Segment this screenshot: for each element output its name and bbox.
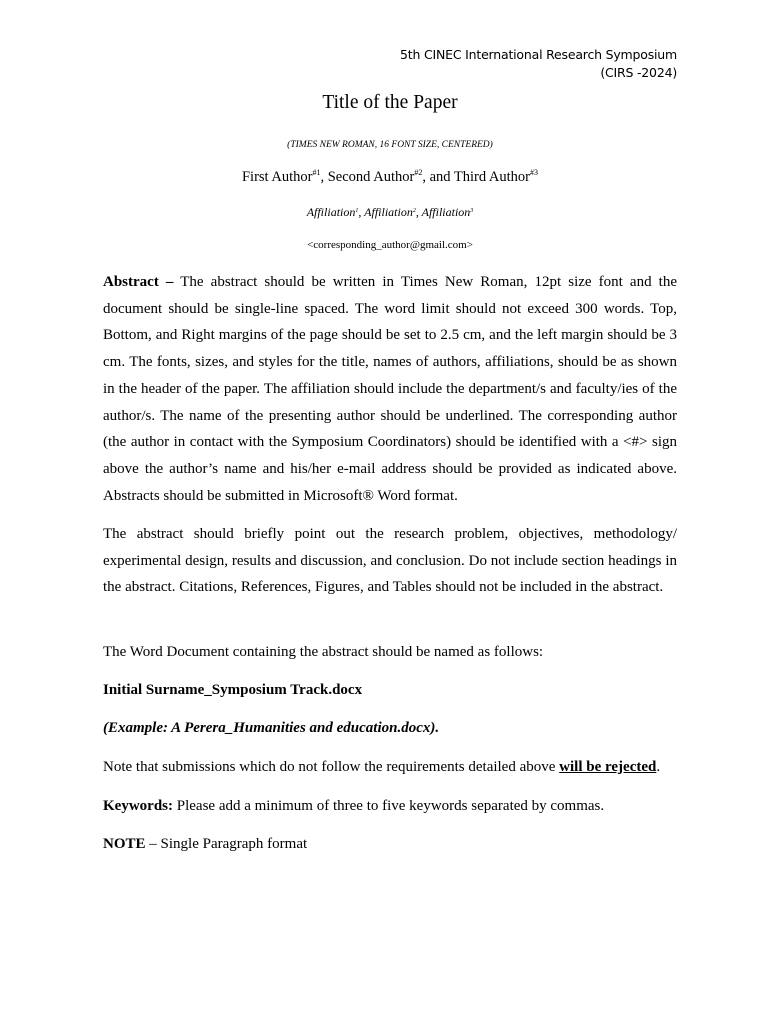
title-format-hint: (TIMES NEW ROMAN, 16 FONT SIZE, CENTERED) — [287, 140, 493, 150]
first-author-mark: #1 — [312, 168, 321, 177]
abstract-content-paragraph: The abstract should briefly point out the research problem, objectives, methodology/ experimental design, results and discussion, and conclusion. Do not include section headings in the abstract. Citations, References, Figures, and Tables should not be included in the abstract. — [103, 526, 677, 596]
third-author: Third Author — [453, 169, 531, 185]
symposium-name: 5th CINEC International Research Symposium — [400, 47, 677, 62]
author-list — [0, 169, 768, 186]
affiliation-list — [0, 205, 768, 220]
affiliation-2-mark: 2 — [412, 208, 416, 214]
author-separator: , — [320, 169, 328, 185]
corresponding-email: <corresponding_author@gmail.com> — [307, 239, 473, 251]
affiliation-separator: , — [415, 205, 422, 219]
format-note-label: NOTE — [103, 836, 146, 852]
second-author-mark: #2 — [414, 168, 423, 177]
author-separator: , and — [422, 169, 454, 185]
abstract-paragraph — [103, 269, 677, 509]
keywords-label: Keywords: — [103, 798, 173, 814]
format-note-text: – Single Paragraph format — [145, 836, 308, 852]
paper-title: Title of the Paper — [322, 92, 458, 113]
affiliation-1-mark: 1 — [355, 208, 359, 214]
rejection-note-text: Note that submissions which do not follow the requirements detailed above — [103, 759, 560, 775]
rejection-note — [103, 757, 677, 777]
second-author: Second Author — [327, 169, 415, 185]
affiliation-3: Affiliation — [421, 205, 471, 219]
file-name-example: (Example: A Perera_Humanities and education.docx). — [103, 720, 440, 736]
naming-intro: The Word Document containing the abstract should be named as follows: — [103, 644, 544, 660]
rejection-emphasis: will be rejected — [559, 759, 657, 775]
rejection-note-end: . — [656, 759, 661, 775]
first-author: First Author — [241, 169, 313, 185]
third-author-mark: #3 — [530, 168, 539, 177]
affiliation-3-mark: 3 — [470, 208, 474, 214]
keywords-text: Please add a minimum of three to five keywords separated by commas. — [173, 798, 605, 814]
affiliation-1: Affiliation — [306, 205, 356, 219]
symposium-header — [400, 46, 677, 82]
affiliation-separator: , — [358, 205, 365, 219]
format-note — [103, 834, 677, 854]
affiliation-2: Affiliation — [364, 205, 413, 219]
symposium-code: (CIRS -2024) — [600, 65, 677, 80]
abstract-label: Abstract – — [103, 274, 174, 290]
keywords-line — [103, 796, 677, 816]
abstract-text: The abstract should be written in Times New Roman, 12pt size font and the document should be single-line spaced. The word limit should not exceed 300 words. Top, Bottom, and Right margins of the page should be set to 2.5 cm, and the left margin should be 3 cm. The fonts, sizes, and styles for the title, names of authors, affiliations, should be as shown in the header of the paper. The affiliation should include the department/s and faculty/ies of the author/s. The name of the presenting author should be underlined. The corresponding author (the author in contact with the Symposium Coordinators) should be identified with a <#> sign above the author’s name and his/her e-mail address should be provided as indicated above. Abstracts should be submitted in Microsoft® Word format. — [103, 274, 677, 504]
file-name-format: Initial Surname_Symposium Track.docx — [103, 682, 363, 698]
